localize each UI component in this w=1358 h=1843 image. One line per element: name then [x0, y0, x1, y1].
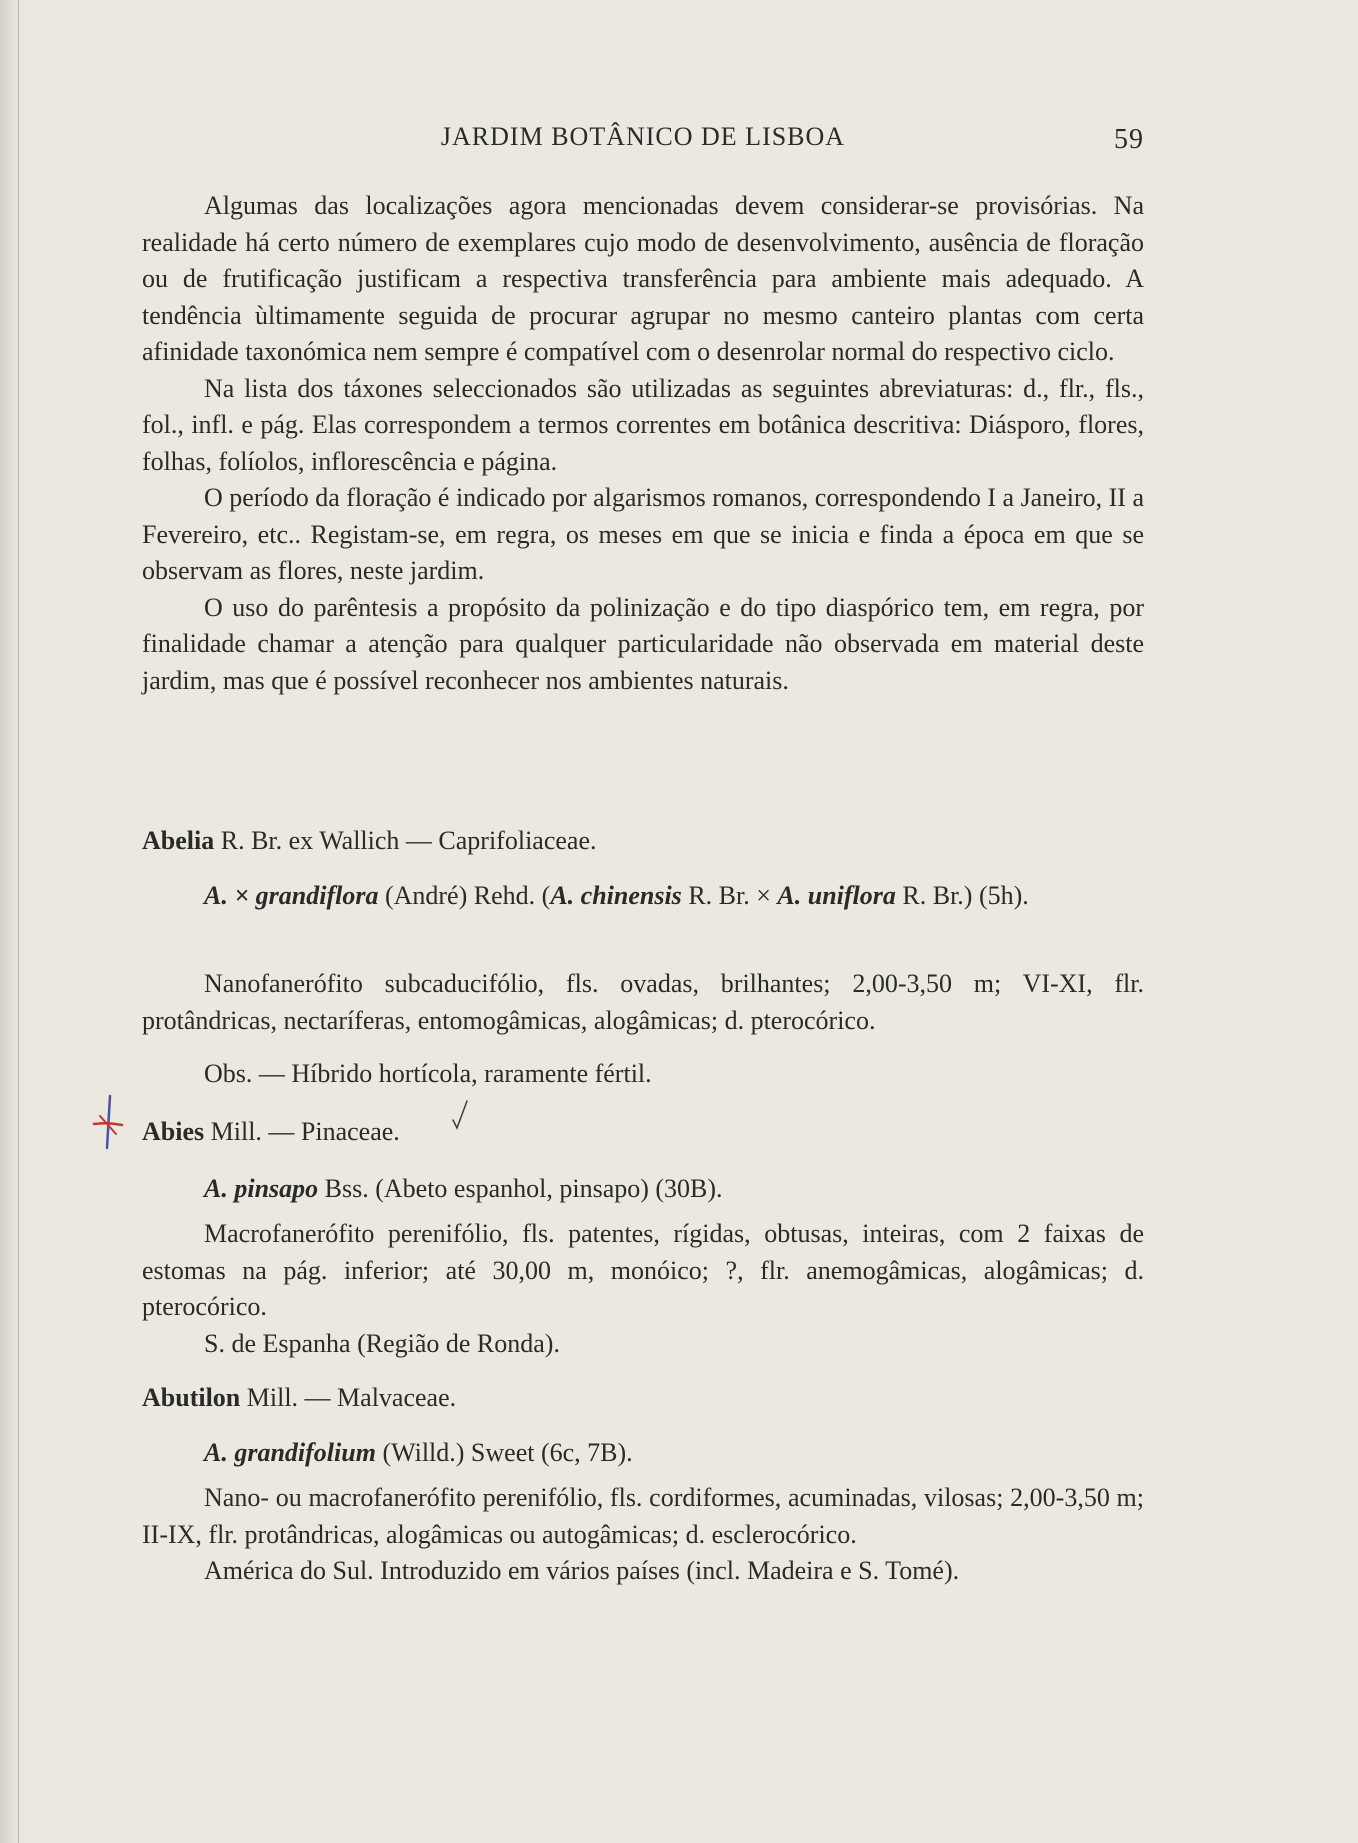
species-author-common-location: Bss. (Abeto espanhol, pinsapo) (30B). [318, 1174, 723, 1203]
species-description-abutilon [142, 1480, 1144, 1590]
distribution-text: S. de Espanha (Região de Ronda). [204, 1328, 560, 1358]
species-name: A. grandifolium [204, 1438, 376, 1467]
page-number: 59 [1114, 124, 1144, 155]
parent-species-author: R. Br. × [681, 881, 778, 910]
handwritten-cross-mark [90, 1094, 126, 1150]
genus-name: Abutilon [142, 1383, 241, 1412]
species-entry-abelia-grandiflora [142, 878, 1144, 915]
species-location: R. Br.) (5h). [895, 881, 1029, 910]
intro-paragraph-2: Na lista dos táxones seleccionados são utilizadas as seguintes abreviaturas: d., flr., fls., fol., infl. e pág. Elas correspondem a termos correntes em botânica descritiva: Diásporo, flores, folhas, folíolos, inflorescência e página. [142, 373, 1144, 476]
genus-name: Abelia [142, 826, 215, 855]
species-author: (André) Rehd. ( [378, 881, 551, 910]
species-name: A. × grandiflora [204, 881, 379, 910]
species-heading [142, 1171, 1144, 1208]
handwritten-check-mark [450, 1098, 470, 1132]
genus-entry-abutilon [142, 1380, 1144, 1416]
species-heading [142, 1435, 1144, 1472]
species-heading [142, 878, 1144, 915]
genus-entry-abies [142, 1114, 1144, 1150]
description-text: Nano- ou macrofanerófito perenifólio, fls. cordiformes, acuminadas, vilosas; 2,00-3,50 m; II-IX, flr. protândricas, alogâmicas ou autogâmicas; d. esclerocórico. [142, 1483, 1144, 1549]
species-name: A. pinsapo [204, 1174, 319, 1203]
distribution-text: América do Sul. Introduzido em vários países (incl. Madeira e S. Tomé). [204, 1556, 960, 1585]
genus-author-family: R. Br. ex Wallich — Caprifoliaceae. [214, 826, 597, 855]
intro-paragraph-3: O período da floração é indicado por algarismos romanos, correspondendo I a Janeiro, II a Fevereiro, etc.. Registam-se, em regra, os meses em que se inicia e finda a época em que se observam as flores, neste jardim. [142, 483, 1144, 585]
species-description-abelia [142, 966, 1144, 1039]
intro-paragraph-4: O uso do parêntesis a propósito da polinização e do tipo diaspórico tem, em regra, por finalidade chamar a atenção para qualquer particularidade não observada em material deste jardim, mas que é possível reconhecer nos ambientes naturais. [142, 592, 1144, 695]
observation-text: Obs. — Híbrido hortícola, raramente fértil. [204, 1059, 652, 1088]
species-author-location: (Willd.) Sweet (6c, 7B). [375, 1438, 633, 1467]
intro-paragraph-1: Algumas das localizações agora mencionadas devem considerar-se provisórias. Na realidade há certo número de exemplares cujo modo de desenvolvimento, ausência de floração ou de frutificação justificam a respectiva transferência para ambiente mais adequado. A tendência ùltimamente seguida de procurar agrupar no mesmo canteiro plantas com certa afinidade taxonómica nem sempre é compatível com o desenrolar normal do respectivo ciclo. [142, 191, 1144, 366]
genus-name: Abies [142, 1117, 205, 1146]
parent-species-name: A. uniflora [777, 881, 896, 910]
page-header [142, 118, 1144, 158]
genus-entry-abelia [142, 823, 1144, 859]
species-observation-abelia [142, 1056, 1144, 1093]
running-title: JARDIM BOTÂNICO DE LISBOA [440, 122, 846, 151]
species-description-abies [142, 1216, 1144, 1362]
genus-author-family: Mill. — Malvaceae. [240, 1383, 457, 1412]
genus-author-family: Mill. — Pinaceae. [204, 1117, 400, 1146]
description-text: Nanofanerófito subcaducifólio, fls. ovadas, brilhantes; 2,00-3,50 m; VI-XI, flr. protândricas, nectaríferas, entomogâmicas, alogâmicas; d. pterocórico. [142, 969, 1144, 1035]
parent-species-name: A. chinensis [550, 881, 682, 910]
description-text: Macrofanerófito perenifólio, fls. patentes, rígidas, obtusas, inteiras, com 2 faixas de estomas na pág. inferior; até 30,00 m, monóico; ?, flr. anemogâmicas, alogâmicas; d. pterocórico. [142, 1219, 1144, 1321]
species-entry-abutilon-grandifolium [142, 1435, 1144, 1472]
species-entry-abies-pinsapo [142, 1171, 1144, 1208]
binding-edge-line [18, 0, 19, 1843]
intro-section [142, 188, 1144, 699]
